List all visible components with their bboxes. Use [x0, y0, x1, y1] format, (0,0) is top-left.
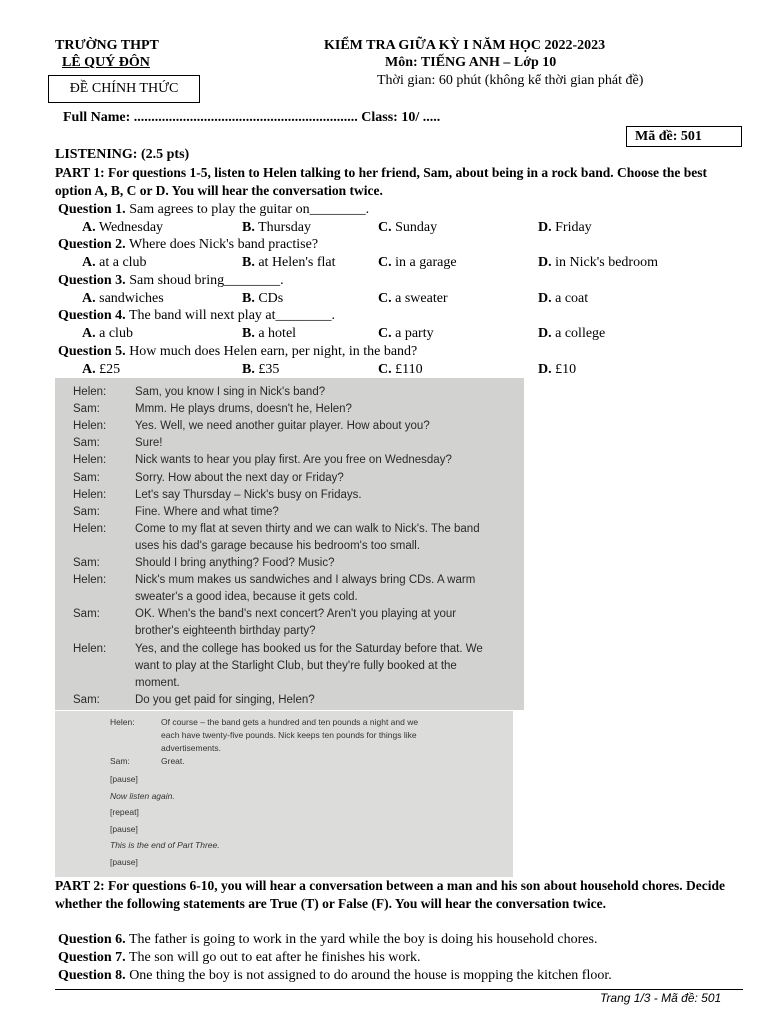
question-text: Sam agrees to play the guitar on________.	[129, 202, 370, 217]
option-text: Thursday	[258, 220, 311, 235]
part2-instructions: PART 2: For questions 6-10, you will hear a conversation between a man and his son about household chores. Decide whether the following statements are True (T) or False (F). You will hear the conversation twice.	[55, 878, 725, 911]
transcript-speaker: Sam:	[73, 403, 100, 416]
option-text: £25	[99, 362, 121, 377]
transcript-speaker: Helen:	[73, 420, 107, 433]
option-letter: A.	[82, 291, 96, 306]
exam-title: KIỂM TRA GIỮA KỲ I NĂM HỌC 2022-2023	[324, 38, 606, 53]
transcript-speaker: Helen:	[73, 454, 107, 467]
transcript-speaker: Sam:	[73, 505, 100, 518]
option-text: at Helen's flat	[258, 255, 336, 270]
option-letter: C.	[378, 326, 392, 341]
part1-instructions: PART 1: For questions 1-5, listen to Helen talking to her friend, Sam, about being in a rock band. Choose the best option A, B, C or D. You will hear the conversation twice.	[55, 165, 707, 198]
transcript-line: Sam, you know I sing in Nick's band?	[135, 386, 326, 398]
transcript-line: Of course – the band gets a hundred and ten pounds a night and we	[161, 717, 419, 727]
transcript-speaker: Sam:	[73, 471, 100, 484]
exam-time: Thời gian: 60 phút (không kể thời gian phát đề)	[377, 73, 644, 88]
question-number: Question 8.	[58, 968, 126, 983]
answer-option	[378, 325, 434, 342]
question-stem	[58, 201, 369, 218]
transcript-speaker: Helen:	[73, 386, 107, 398]
school-name-line2: LÊ QUÝ ĐÔN	[62, 55, 150, 70]
option-letter: D.	[538, 255, 552, 270]
answer-option	[82, 361, 120, 378]
transcript-speaker: Sam:	[73, 608, 100, 621]
school-name-line1: TRƯỜNG THPT	[55, 38, 159, 53]
answer-option	[242, 254, 336, 271]
answer-option	[378, 254, 457, 271]
answer-option	[82, 290, 164, 307]
answer-option	[538, 254, 658, 271]
transcript-speaker: Sam:	[110, 756, 130, 766]
option-text: £110	[395, 362, 423, 377]
transcript-speaker: Sam:	[73, 437, 100, 450]
official-exam-box: ĐỀ CHÍNH THỨC	[48, 75, 200, 103]
answer-option	[242, 290, 283, 307]
answer-option	[242, 361, 279, 378]
option-letter: A.	[82, 326, 96, 341]
option-letter: B.	[242, 255, 255, 270]
transcript-line: sweater's a good idea, because it gets cold.	[135, 591, 358, 604]
option-letter: A.	[82, 220, 96, 235]
transcript-note: This is the end of Part Three.	[110, 840, 220, 850]
question-number: Question 5.	[58, 344, 126, 359]
option-letter: A.	[82, 362, 96, 377]
option-letter: B.	[242, 326, 255, 341]
transcript-line: brother's eighteenth birthday party?	[135, 625, 316, 638]
question-text: The father is going to work in the yard while the boy is doing his household chores.	[128, 932, 598, 947]
transcript-line: Mmm. He plays drums, doesn't he, Helen?	[135, 403, 352, 416]
option-text: a college	[555, 326, 606, 341]
option-text: a club	[99, 326, 133, 341]
transcript-scan-1	[55, 378, 524, 710]
option-text: a party	[395, 326, 434, 341]
question-stem	[58, 307, 335, 324]
transcript-note: [pause]	[110, 774, 138, 784]
transcript-line: Fine. Where and what time?	[135, 505, 279, 518]
footer-divider	[55, 989, 743, 990]
answer-option	[538, 361, 576, 378]
transcript-line: Should I bring anything? Food? Music?	[135, 557, 335, 569]
option-letter: D.	[538, 220, 552, 235]
answer-option	[378, 361, 423, 378]
transcript-line: Nick wants to hear you play first. Are you free on Wednesday?	[135, 454, 452, 467]
question-text: One thing the boy is not assigned to do around the house is mopping the kitchen floor.	[129, 968, 612, 983]
option-text: Wednesday	[98, 220, 164, 235]
question-text: Sam shoud bring________.	[129, 273, 284, 288]
question-text: The son will go out to eat after he finishes his work.	[128, 950, 421, 965]
transcript-note: Now listen again.	[110, 790, 175, 801]
transcript-speaker: Helen:	[73, 522, 107, 535]
transcript-scan-2	[55, 711, 513, 877]
transcript-line: Sure!	[135, 437, 163, 450]
transcript-line: Great.	[161, 756, 185, 766]
transcript-line: advertisements.	[161, 743, 221, 753]
option-text: at a club	[99, 255, 147, 270]
transcript-note: [repeat]	[110, 807, 139, 817]
page-footer: Trang 1/3 - Mã đề: 501	[600, 991, 722, 1005]
option-letter: B.	[242, 362, 255, 377]
transcript-line: Do you get paid for singing, Helen?	[135, 693, 315, 706]
option-letter: A.	[82, 255, 96, 270]
option-letter: C.	[378, 255, 392, 270]
option-letter: D.	[538, 326, 552, 341]
option-letter: C.	[378, 220, 392, 235]
answer-option	[378, 290, 448, 307]
answer-option	[538, 325, 605, 342]
transcript-speaker: Helen:	[73, 574, 107, 587]
question-number: Question 7.	[58, 950, 126, 965]
question-number: Question 4.	[58, 308, 126, 323]
answer-option	[538, 219, 592, 236]
student-name-class-line: Full Name: ................................................................ Class: 10/ .....	[63, 110, 441, 125]
option-letter: C.	[378, 291, 392, 306]
answer-option	[82, 325, 133, 342]
transcript-speaker: Helen:	[73, 488, 107, 501]
option-text: a sweater	[395, 291, 448, 306]
transcript-speaker: Helen:	[110, 717, 135, 727]
option-text: in a garage	[395, 255, 457, 270]
transcript-line: uses his dad's garage because his bedroom's too small.	[135, 539, 421, 552]
exam-subject: Môn: TIẾNG ANH – Lớp 10	[385, 55, 557, 70]
answer-option	[242, 219, 311, 236]
option-text: a coat	[555, 291, 589, 306]
transcript-note: [pause]	[110, 823, 138, 834]
option-text: Sunday	[395, 220, 438, 235]
answer-option	[378, 219, 437, 236]
transcript-line: moment.	[135, 676, 180, 689]
option-letter: D.	[538, 362, 552, 377]
transcript-line: OK. When's the band's next concert? Aren't you playing at your	[135, 608, 457, 621]
transcript-line: want to play at the Starlight Club, but they're fully booked at the	[135, 659, 457, 672]
question-stem	[58, 236, 318, 253]
listening-title: LISTENING: (2.5 pts)	[55, 147, 190, 162]
option-letter: B.	[242, 220, 255, 235]
option-text: sandwiches	[99, 291, 164, 306]
question-number: Question 2.	[58, 237, 126, 252]
option-text: £35	[258, 362, 280, 377]
transcript-line: Yes. Well, we need another guitar player. How about you?	[135, 420, 430, 433]
option-text: in Nick's bedroom	[555, 255, 658, 270]
tf-question	[58, 949, 421, 966]
option-text: CDs	[258, 291, 284, 306]
transcript-line: Nick's mum makes us sandwiches and I always bring CDs. A warm	[135, 574, 476, 587]
answer-option	[82, 219, 163, 236]
answer-option	[242, 325, 296, 342]
question-stem	[58, 272, 284, 289]
transcript-line: Yes, and the college has booked us for the Saturday before that. We	[135, 642, 483, 655]
option-text: £10	[555, 362, 577, 377]
option-letter: B.	[242, 291, 255, 306]
transcript-note: [pause]	[110, 856, 138, 867]
question-number: Question 6.	[58, 932, 126, 947]
transcript-line: Come to my flat at seven thirty and we can walk to Nick's. The band	[135, 522, 480, 535]
transcript-speaker: Helen:	[73, 642, 107, 655]
tf-question	[58, 967, 612, 984]
answer-option	[82, 254, 147, 271]
question-stem	[58, 343, 417, 360]
question-text: How much does Helen earn, per night, in the band?	[129, 344, 418, 359]
tf-question	[58, 931, 597, 948]
question-number: Question 1.	[58, 202, 126, 217]
question-text: Where does Nick's band practise?	[128, 237, 319, 252]
transcript-speaker: Sam:	[73, 557, 100, 569]
option-text: a hotel	[258, 326, 297, 341]
answer-option	[538, 290, 588, 307]
option-letter: C.	[378, 362, 392, 377]
transcript-line: Let's say Thursday – Nick's busy on Fridays.	[135, 488, 362, 501]
question-text: The band will next play at________.	[128, 308, 336, 323]
exam-code-box: Mã đề: 501	[626, 126, 742, 147]
transcript-line: each have twenty-five pounds. Nick keeps ten pounds for things like	[161, 730, 417, 740]
option-letter: D.	[538, 291, 552, 306]
transcript-speaker: Sam:	[73, 693, 100, 706]
question-number: Question 3.	[58, 273, 126, 288]
transcript-line: Sorry. How about the next day or Friday?	[135, 471, 344, 484]
option-text: Friday	[555, 220, 592, 235]
